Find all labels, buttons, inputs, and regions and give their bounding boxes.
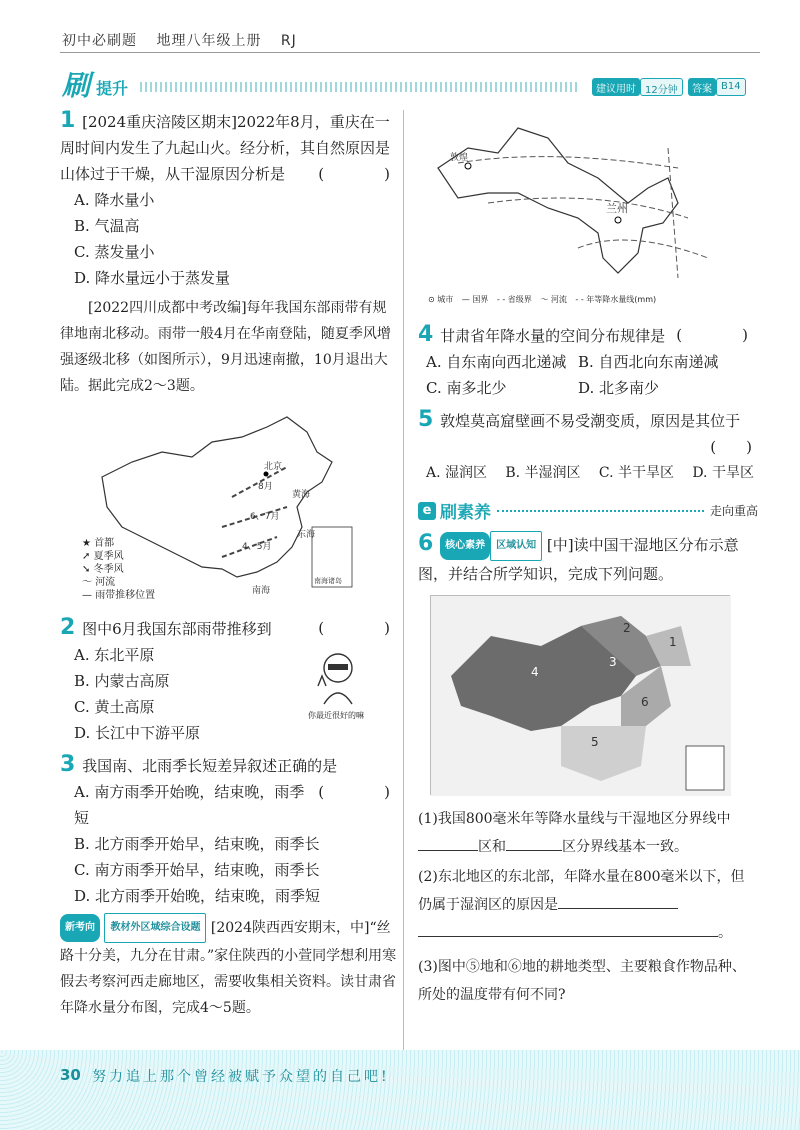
region-cognition-tag: 区域认知	[490, 531, 542, 561]
cartoon-person-icon	[306, 646, 366, 706]
region-label-1: 1	[669, 635, 677, 649]
option-c[interactable]: C. 南方雨季开始早，结束晚，雨季长	[74, 861, 320, 879]
q4-options	[418, 349, 758, 401]
sea-east: 东海	[297, 530, 316, 540]
question-number: 3	[60, 752, 76, 777]
legend-river: ～ 河流	[82, 577, 116, 588]
river-icon: ～	[540, 295, 549, 304]
option-d[interactable]: D. 干旱区	[692, 465, 754, 481]
subq-2: (2)东北地区的东北部，年降水量在800毫米以下，但仍属于湿润区的原因是	[418, 869, 745, 913]
book-subject: 地理八年级上册	[156, 33, 262, 49]
left-column	[60, 108, 400, 1021]
dry-wet-map	[430, 595, 730, 795]
answer-blank-2a[interactable]	[558, 908, 678, 909]
section-title: 提升	[96, 79, 129, 98]
subq-1: (1)我国800毫米年等降水量线与干湿地区分界线中区和 区分界线基本一致。	[418, 811, 731, 855]
section-decor-line	[140, 82, 580, 92]
label-august: 8月	[258, 482, 273, 492]
answer-value: B14	[716, 78, 746, 96]
header-rule	[60, 52, 760, 53]
footer-band	[0, 1050, 800, 1130]
section-char: 刷	[62, 69, 91, 102]
gansu-outline-map	[428, 108, 748, 298]
cartoon-caption: 你最近很好的嘛	[308, 711, 364, 720]
question-5	[418, 407, 758, 434]
legend-rainbelt: — 雨带推移位置	[82, 590, 156, 601]
question-number: 1	[60, 108, 76, 133]
option-a[interactable]: A. 降水量小	[74, 191, 155, 209]
label-june-july: 6、7月	[250, 512, 280, 522]
new-direction-tag: 新考向	[60, 914, 100, 942]
dry-wet-regions-map	[431, 596, 731, 796]
question-1	[60, 108, 400, 187]
option-b[interactable]: B. 气温高	[74, 217, 140, 235]
option-c[interactable]: C. 半干旱区	[598, 465, 674, 481]
subq-3: (3)图中⑤地和⑥地的耕地类型、主要粮食作物品种、所处的温度带有何不同?	[418, 959, 746, 1003]
option-b[interactable]: B. 北方雨季开始早，结束晚，雨季长	[74, 835, 320, 853]
intro-2-3: [2022四川成都中考改编]每年我国东部雨带有规律地南北移动。雨带一般4月在华南登陆，随夏季风增强逐级北移（如图所示），9月迅速南撤，10月退出大陆。据此完成2～3题。	[60, 300, 391, 394]
footer-slogan: 努力追上那个曾经被赋予众望的自己吧!	[92, 1069, 390, 1085]
region-label-5: 5	[591, 735, 599, 749]
time-label: 建议用时	[592, 78, 640, 96]
answer-blank-1a[interactable]	[418, 850, 478, 851]
arrow-icon: ➘	[82, 564, 91, 575]
question-stem: 图中6月我国东部雨带推移到	[82, 620, 272, 638]
right-column	[418, 108, 758, 1009]
question-6	[418, 531, 758, 587]
option-a[interactable]: A. 湿润区	[426, 465, 488, 481]
book-edition: RJ	[280, 33, 297, 49]
question-4	[418, 322, 758, 349]
option-d[interactable]: D. 北多南少	[578, 379, 660, 397]
answer-bracket[interactable]: ( )	[318, 783, 400, 801]
option-d[interactable]: D. 长江中下游平原	[74, 724, 201, 742]
sea-south: 南海	[252, 586, 271, 596]
core-literacy-tag: 核心素养	[440, 532, 490, 560]
question-stem: [2024重庆涪陵区期末]2022年8月，重庆在一周时间内发生了九起山火。经分析，其自然原因是山体过于干燥，从干湿原因分析是	[60, 113, 391, 183]
answer-label: 答案	[688, 78, 716, 96]
option-b[interactable]: B. 自西北向东南递减	[578, 353, 719, 371]
question-stem: [中]读中国干湿地区分布示意图，并结合所学知识，完成下列问题。	[418, 536, 739, 583]
question-stem: 甘肃省年降水量的空间分布规律是	[440, 327, 666, 345]
line-icon: —	[82, 590, 92, 601]
legend-summer-wind: ➚ 夏季风	[82, 551, 124, 562]
city-lanzhou: 兰州	[606, 202, 628, 215]
intro-4-5	[60, 913, 400, 1021]
arrow-icon: ➚	[82, 551, 91, 562]
section-icon: e	[418, 502, 436, 520]
answer-bracket[interactable]: ( )	[318, 619, 400, 637]
option-b[interactable]: B. 半湿润区	[505, 465, 581, 481]
option-c[interactable]: C. 蒸发量小	[74, 243, 155, 261]
question-3	[60, 752, 400, 801]
question-stem: 敦煌莫高窟壁画不易受潮变质，原因是其位于	[440, 412, 741, 430]
question-number: 2	[60, 615, 76, 640]
region-label-3: 3	[609, 655, 617, 669]
time-value: 12分钟	[640, 78, 683, 96]
question-number: 5	[418, 407, 434, 432]
q2-options-wrap	[60, 642, 400, 746]
answer-blank-2b[interactable]	[418, 936, 718, 937]
legend-winter-wind: ➘ 冬季风	[82, 564, 124, 575]
option-d[interactable]: D. 降水量远小于蒸发量	[74, 269, 231, 287]
section-quality-title: 刷素养	[440, 503, 491, 523]
q5-options	[418, 460, 758, 486]
inset-label: 南海诸岛	[314, 577, 342, 585]
option-d[interactable]: D. 北方雨季开始晚，结束晚，雨季短	[74, 887, 321, 905]
answer-blank-1b[interactable]	[506, 850, 562, 851]
section-quality	[418, 498, 758, 523]
rain-belt-map	[82, 407, 402, 607]
new-direction-desc: 教材外区域综合设题	[104, 913, 206, 943]
question-number: 4	[418, 322, 434, 347]
option-c[interactable]: C. 南多北少	[426, 379, 507, 397]
region-label-6: 6	[641, 695, 649, 709]
region-label-2: 2	[623, 621, 631, 635]
intro-4-5-text: [2024陕西西安期末，中]“丝路十分美，九分在甘肃。”家住陕西的小萱同学想利用寒假去考察河西走廊地区，需要收集相关资料。读甘肃省年降水量分布图，完成4～5题。	[60, 920, 397, 1016]
map2-legend: ⊙ 城市 — 国界 - - 省级界 ～ 河流 - - 年等降水量线(mm)	[428, 295, 657, 304]
gansu-precip-map	[428, 108, 748, 308]
option-a[interactable]: A. 东北平原	[74, 646, 155, 664]
river-icon: ～	[82, 577, 92, 588]
book-header	[62, 30, 311, 50]
answer-bracket[interactable]: ( )	[318, 165, 400, 183]
beijing-label: 北京	[264, 462, 283, 472]
map1-legend	[82, 537, 155, 602]
option-b[interactable]: B. 内蒙古高原	[74, 672, 170, 690]
answer-bracket[interactable]: ( )	[676, 326, 758, 344]
page-number: 30	[60, 1066, 81, 1084]
option-c[interactable]: C. 黄土高原	[74, 698, 155, 716]
label-april-may: 4、5月	[242, 542, 272, 552]
question-number: 6	[418, 531, 434, 556]
question-2	[60, 615, 400, 642]
legend-capital: ★ 首都	[82, 538, 115, 549]
section-quality-right: 走向重高	[709, 504, 758, 518]
cartoon	[296, 646, 376, 721]
column-divider	[403, 110, 404, 1050]
star-icon: ★	[82, 538, 91, 549]
answer-bracket[interactable]: ( )	[710, 438, 752, 456]
book-name: 初中必刷题	[62, 33, 137, 49]
city-icon: ⊙	[428, 295, 435, 304]
city-dunhuang: 敦煌	[450, 153, 469, 163]
option-a[interactable]: A. 自东南向西北递减	[426, 353, 567, 371]
option-a[interactable]: A. 南方雨季开始晚，结束晚，雨季短	[74, 783, 305, 827]
question-stem: 我国南、北雨季长短差异叙述正确的是	[82, 757, 338, 775]
region-label-4: 4	[531, 665, 539, 679]
sea-yellow: 黄海	[292, 490, 311, 500]
subq-2-line2: 。	[418, 919, 758, 947]
